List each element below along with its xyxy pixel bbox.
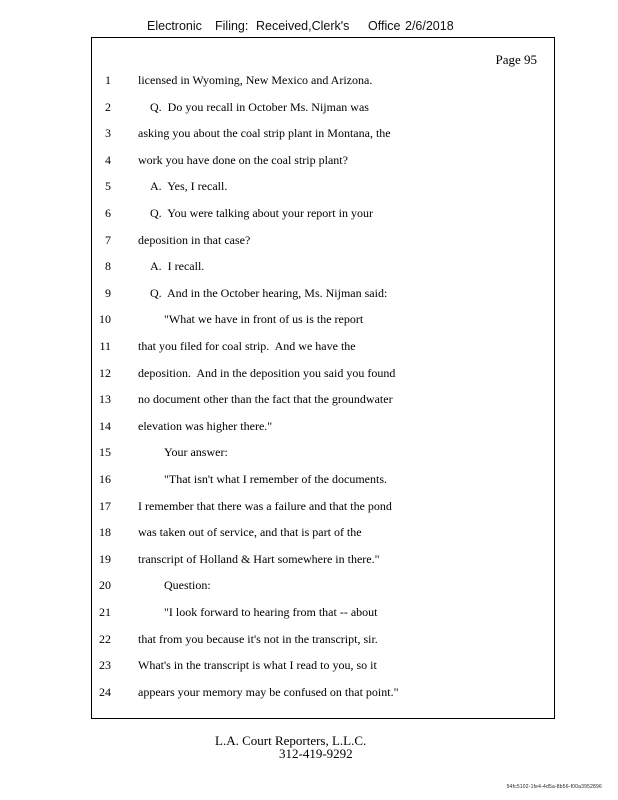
line-number: 1	[105, 73, 111, 87]
line-text: What's in the transcript is what I read to you, so it	[138, 658, 377, 673]
line-text: Q. Do you recall in October Ms. Nijman was	[150, 99, 369, 114]
transcript-line	[92, 73, 554, 89]
line-text: appears your memory may be confused on that point."	[138, 684, 399, 699]
transcript-line	[92, 339, 554, 355]
line-text: licensed in Wyoming, New Mexico and Arizona.	[138, 73, 373, 87]
filing-header	[0, 19, 618, 37]
line-text: Q. And in the October hearing, Ms. Nijman said:	[150, 285, 388, 300]
line-text: transcript of Holland & Hart somewhere in there."	[138, 551, 380, 566]
transcript-line	[92, 392, 554, 408]
line-number: 7	[105, 232, 111, 247]
line-number: 16	[99, 472, 111, 486]
transcript-line	[92, 658, 554, 674]
line-number: 2	[105, 99, 111, 114]
line-number: 23	[99, 658, 111, 673]
transcript-line	[92, 578, 554, 594]
transcript-line	[92, 419, 554, 435]
line-number: 19	[99, 551, 111, 566]
line-text: "I look forward to hearing from that -- about	[164, 605, 378, 619]
transcript-line	[92, 153, 554, 169]
line-number: 11	[99, 339, 111, 353]
line-number: 18	[99, 525, 111, 540]
transcript-page-frame	[91, 37, 555, 719]
line-text: that from you because it's not in the transcript, sir.	[138, 631, 378, 646]
line-text: A. Yes, I recall.	[150, 179, 228, 194]
reporter-name: L.A. Court Reporters, L.L.C.	[215, 733, 367, 748]
transcript-line	[92, 525, 554, 541]
line-text: A. I recall.	[150, 259, 205, 274]
transcript-line	[92, 499, 554, 515]
line-number: 12	[99, 365, 111, 380]
reporter-phone: 312-419-9292	[279, 746, 353, 761]
line-number: 6	[105, 206, 111, 220]
transcript-line	[92, 206, 554, 222]
header-received: Received,Clerk's	[256, 19, 350, 33]
line-text: asking you about the coal strip plant in Montana, the	[138, 126, 391, 141]
transcript-line	[92, 100, 554, 116]
line-text: "What we have in front of us is the report	[164, 312, 364, 327]
line-text: Your answer:	[164, 445, 228, 460]
line-text: I remember that there was a failure and that the pond	[138, 498, 392, 513]
line-number: 21	[99, 605, 111, 619]
line-text: Q. You were talking about your report in your	[150, 206, 373, 220]
line-number: 4	[105, 152, 111, 167]
header-date: 2/6/2018	[405, 19, 454, 33]
line-number: 10	[99, 312, 111, 327]
line-number: 14	[99, 418, 111, 433]
transcript-line	[92, 605, 554, 621]
line-text: "That isn't what I remember of the documents.	[164, 472, 387, 486]
transcript-line	[92, 312, 554, 328]
transcript-line	[92, 445, 554, 461]
line-text: deposition in that case?	[138, 232, 251, 247]
transcript-line	[92, 552, 554, 568]
line-text: deposition. And in the deposition you said you found	[138, 365, 396, 380]
line-number: 9	[105, 285, 111, 300]
header-office: Office	[368, 19, 401, 33]
transcript-line	[92, 366, 554, 382]
header-filing: Filing:	[215, 19, 249, 33]
line-number: 3	[105, 126, 111, 141]
transcript-line	[92, 233, 554, 249]
line-text: that you filed for coal strip. And we have the	[138, 339, 356, 353]
line-number: 13	[99, 392, 111, 407]
line-number: 8	[105, 259, 111, 274]
transcript-line	[92, 632, 554, 648]
page-number: Page 95	[495, 52, 537, 67]
transcript-line	[92, 259, 554, 275]
line-number: 22	[99, 631, 111, 646]
line-number: 5	[105, 179, 111, 194]
transcript-line	[92, 286, 554, 302]
header-electronic: Electronic	[147, 19, 202, 33]
transcript-line	[92, 685, 554, 701]
line-text: work you have done on the coal strip plant?	[138, 152, 348, 167]
line-number: 17	[99, 498, 111, 513]
line-number: 24	[99, 684, 111, 699]
line-text: elevation was higher there."	[138, 418, 273, 433]
transcript-line	[92, 126, 554, 142]
transcript-line	[92, 472, 554, 488]
document-id-stamp: 54fc5102-1fe4-4d5a-8b56-f00a3952896	[506, 784, 602, 790]
line-text: no document other than the fact that the groundwater	[138, 392, 393, 407]
line-number: 20	[99, 578, 111, 593]
line-text: was taken out of service, and that is part of the	[138, 525, 362, 540]
line-number: 15	[99, 445, 111, 460]
transcript-line	[92, 179, 554, 195]
line-text: Question:	[164, 578, 211, 593]
